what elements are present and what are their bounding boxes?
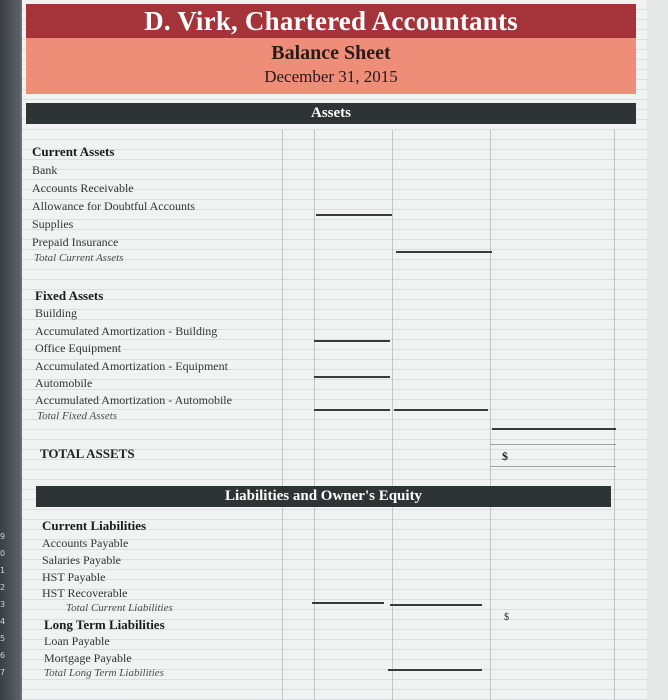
subtotal-underline	[492, 428, 616, 430]
subtotal-underline	[394, 409, 488, 411]
total-assets-dollar-sign: $	[502, 449, 508, 463]
asset-line-item: Office Equipment	[35, 341, 122, 355]
asset-line-item: Bank	[32, 163, 58, 177]
total-long-term-liabilities-label: Total Long Term Liabilities	[44, 667, 164, 679]
row-number: 9	[0, 532, 6, 541]
fixed-assets-heading: Fixed Assets	[35, 288, 104, 303]
subtotal-underline	[312, 602, 384, 604]
column-line	[490, 130, 491, 700]
liability-line-item: HST Payable	[42, 570, 106, 584]
column-line	[314, 130, 315, 700]
liability-line-item: Loan Payable	[44, 634, 110, 648]
asset-line-item: Building	[35, 306, 78, 320]
subtotal-underline	[396, 251, 492, 253]
long-term-liabilities-heading: Long Term Liabilities	[44, 617, 165, 632]
assets-band: Assets	[26, 103, 636, 124]
liability-line-item: Mortgage Payable	[44, 651, 132, 665]
total-cell-border	[490, 466, 616, 467]
subtitle-band	[26, 38, 636, 94]
column-line	[282, 130, 283, 700]
subtotal-underline	[316, 214, 392, 216]
sheet-date: December 31, 2015	[264, 67, 398, 86]
current-liabilities-heading: Current Liabilities	[42, 518, 147, 533]
asset-line-item: Accumulated Amortization - Automobile	[35, 393, 232, 407]
subtotal-underline	[388, 669, 482, 671]
subtotal-underline	[314, 376, 390, 378]
row-number: 1	[0, 566, 6, 575]
subtotal-underline	[314, 409, 390, 411]
column-line	[614, 130, 615, 700]
row-number: 0	[0, 549, 6, 558]
asset-line-item: Accumulated Amortization - Equipment	[35, 359, 228, 373]
subtotal-underline	[390, 604, 482, 606]
asset-line-item: Prepaid Insurance	[32, 235, 119, 249]
sheet-title: Balance Sheet	[271, 42, 391, 64]
column-line	[392, 130, 393, 700]
total-cell-border	[490, 444, 616, 445]
liability-line-item: Salaries Payable	[42, 553, 121, 567]
company-title-band	[26, 4, 636, 38]
total-current-liabilities-label: Total Current Liabilities	[66, 602, 173, 614]
row-number: 5	[0, 634, 6, 643]
current-liabilities-dollar-sign: $	[504, 612, 509, 623]
row-number: 7	[0, 668, 6, 677]
row-number: 2	[0, 583, 6, 592]
liability-line-item: Accounts Payable	[42, 536, 129, 550]
asset-line-item: Automobile	[35, 376, 93, 390]
row-number: 3	[0, 600, 6, 609]
current-assets-heading: Current Assets	[32, 144, 115, 159]
liability-line-item: HST Recoverable	[42, 586, 128, 600]
total-current-assets-label: Total Current Assets	[34, 252, 124, 264]
asset-line-item: Accounts Receivable	[32, 181, 134, 195]
liabilities-band: Liabilities and Owner's Equity	[36, 486, 611, 507]
asset-line-item: Allowance for Doubtful Accounts	[32, 199, 195, 213]
asset-line-item: Accumulated Amortization - Building	[35, 324, 218, 338]
asset-line-item: Supplies	[32, 217, 74, 231]
row-number: 6	[0, 651, 6, 660]
total-fixed-assets-label: Total Fixed Assets	[37, 410, 118, 422]
row-number: 4	[0, 617, 6, 626]
balance-sheet	[22, 0, 647, 700]
subtotal-underline	[314, 340, 390, 342]
total-assets-label: TOTAL ASSETS	[40, 446, 135, 461]
company-name: D. Virk, Chartered Accountants	[144, 5, 518, 36]
